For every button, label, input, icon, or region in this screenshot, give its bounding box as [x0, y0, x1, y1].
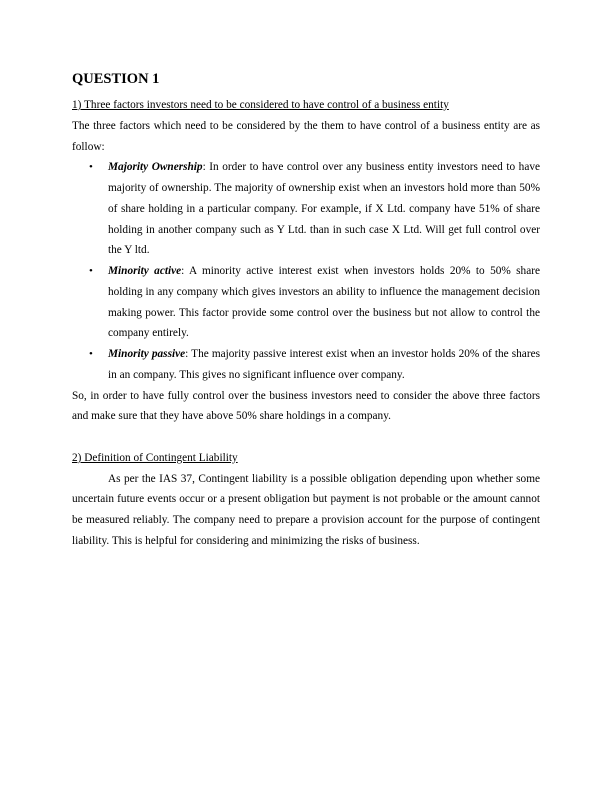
factor-item-majority-ownership	[72, 157, 540, 261]
factor-list	[72, 157, 540, 385]
part1-conclusion: So, in order to have fully control over the business investors need to consider the above three factors and make sure that they have above 50% share holdings in a company.	[72, 389, 540, 423]
factor-text: : In order to have control over any business entity investors need to have majority of ownership. The majority of ownership exist when an investors hold more than 50% of share holding in a particular company. For example, if X Ltd. company have 51% of share holding in another company such as Y Ltd. than in such case X Ltd. Will get full control over the Y ltd.	[108, 161, 540, 257]
bullet-icon: •	[89, 161, 93, 174]
part1-heading: 1) Three factors investors need to be considered to have control of a business entity	[72, 99, 449, 111]
factor-term: Minority passive	[108, 348, 186, 360]
question-title: QUESTION 1	[72, 71, 160, 87]
bullet-icon: •	[89, 348, 93, 360]
factor-item-minority-active	[72, 261, 540, 344]
document-page	[72, 70, 540, 552]
factor-term: Minority active	[108, 265, 182, 277]
factor-text: : The majority passive interest exist when an investor holds 20% of the shares in an company. This gives no significant influence over company.	[108, 348, 540, 381]
factor-text: : A minority active interest exist when investors holds 20% to 50% share holding in any company which gives investors an ability to influence the management decision making power. This factor provide some control over the business but not allow to control the company entirely.	[108, 265, 540, 340]
factor-item-minority-passive	[72, 344, 540, 386]
paragraph-spacer	[72, 427, 540, 448]
bullet-icon: •	[89, 265, 93, 277]
factor-term: Majority Ownership	[108, 161, 203, 174]
part2-body: As per the IAS 37, Contingent liability is a possible obligation depending upon whether some uncertain future events occur or a present obligation but payment is not probable or the amount cannot be measured reliably. The company need to prepare a provision account for the purpose of contingent liability. This is helpful for considering and minimizing the risks of business.	[72, 472, 540, 547]
part2-heading: 2) Definition of Contingent Liability	[72, 451, 238, 464]
part1-intro: The three factors which need to be considered by the them to have control of a business entity are as follow:	[72, 119, 540, 153]
